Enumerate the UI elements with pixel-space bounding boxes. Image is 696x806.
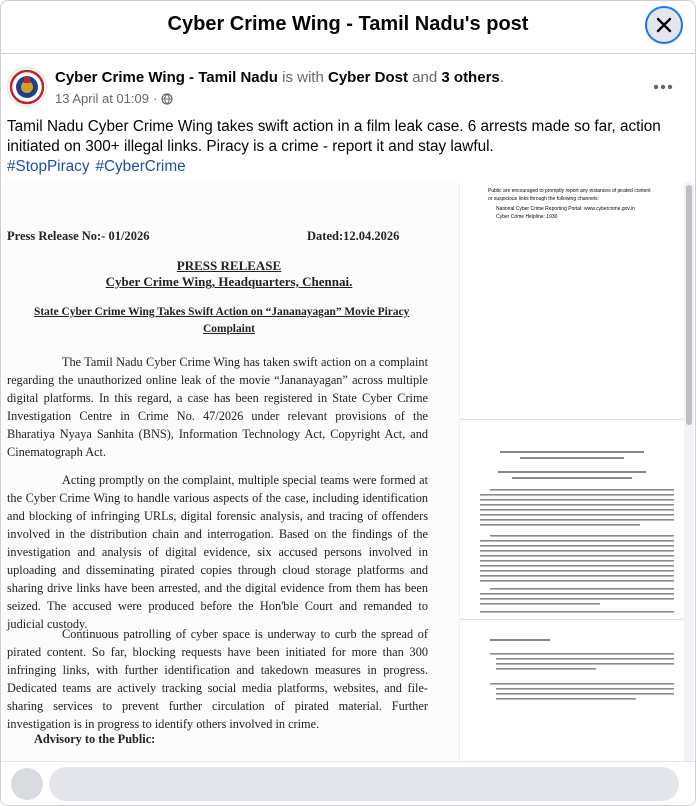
second-page-image[interactable] (459, 183, 684, 761)
more-dots-icon (653, 84, 673, 90)
release-paragraph-3: Continuous patrolling of cyber space is underway to curb the spread of pirated content. So far, blocking requests have been initiated for more than 300 infringing links, with further identification and takedown measures in progress. Dedicated teams are actively tracking social media platforms, websites, and file-sharing services to prevent further circulation of pirated material. Further investigation is in progress to identify others involved in crime. (7, 627, 428, 731)
side-line-2: or suspicious links through the following channels: (488, 196, 599, 202)
hashtag-link[interactable]: #CyberCrime (95, 158, 186, 175)
release-number: Press Release No:- 01/2026 (7, 229, 150, 243)
others-link[interactable]: 3 others (441, 69, 500, 86)
post-timestamp[interactable]: 13 April at 01:09 (55, 91, 149, 106)
tagged-page-link[interactable]: Cyber Dost (327, 69, 409, 86)
comment-input[interactable] (49, 767, 679, 801)
author-avatar[interactable] (7, 67, 47, 107)
post-text-block (7, 117, 677, 177)
release-date: Dated:12.04.2026 (307, 229, 400, 243)
scrollbar-thumb[interactable] (686, 185, 692, 425)
police-emblem-icon (8, 68, 46, 106)
release-org: Cyber Crime Wing, Headquarters, Chennai. (105, 274, 353, 289)
hashtags (7, 157, 677, 177)
is-with-text: is with (282, 69, 324, 86)
globe-icon (161, 93, 173, 105)
comment-bar (1, 761, 695, 806)
scrollbar[interactable] (684, 183, 694, 761)
more-options-button[interactable] (653, 77, 673, 95)
user-avatar[interactable] (11, 768, 43, 800)
press-release-image[interactable] (1, 183, 457, 761)
release-paragraph-1: The Tamil Nadu Cyber Crime Wing has taken swift action on a complaint regarding the unauthorized online leak of the movie “Jananayagan” across multiple digital platforms. In this regard, a case has been registered in State Cyber Crime Investigation Centre in Crime No. 47/2026 under relevant provisions of the Bharatiya Nyaya Sanhita (BNS), Information Technology Act, Copyright Act, and Cinematograph Act. (7, 355, 428, 459)
byline-period: . (499, 69, 504, 86)
advisory-heading: Advisory to the Public: (34, 732, 156, 746)
post-byline (55, 69, 504, 86)
modal-title: Cyber Crime Wing - Tamil Nadu's post (167, 13, 529, 35)
meta-separator: · (152, 91, 158, 106)
close-button[interactable] (645, 6, 683, 44)
author-name-link[interactable]: Cyber Crime Wing - Tamil Nadu (55, 69, 278, 86)
modal-header (1, 1, 695, 54)
release-subject-line1: State Cyber Crime Wing Takes Swift Action on “Jananayagan” Movie Piracy (34, 306, 410, 318)
tamil-text-lines (460, 183, 684, 761)
release-paragraph-2: Acting promptly on the complaint, multiple special teams were formed at the Cyber Crime Wing to handle various aspects of the case, including identification and blocking of infringing URLs, digital forensic analysis, and tracing of offenders involved in the distribution chain and interrogation. Based on the findings of the investigation and analysis of digital evidence, six accused persons involved in uploading and disseminating pirated copies through cloud storage platforms and sharing drive links have been arrested, and the digital evidence from them has been seized. The accused were produced before the Hon'ble Court and remanded to judicial custody. (7, 473, 428, 631)
post-text: Tamil Nadu Cyber Crime Wing takes swift action in a film leak case. 6 arrests made so far, action initiated on 300+ illegal links. Piracy is a crime - report it and stay lawful. (7, 118, 661, 155)
side-line-1: Public are encouraged to promptly report any instances of pirated content (488, 188, 651, 194)
release-subject-line2: Complaint (203, 323, 255, 335)
hashtag-link[interactable]: #StopPiracy (7, 158, 90, 175)
side-bullet-1: National Cyber Crime Reporting Portal: www.cybercrime.gov.in (496, 206, 635, 212)
close-icon (655, 16, 673, 34)
post-meta (55, 91, 173, 106)
and-text: and (412, 69, 438, 86)
release-heading: PRESS RELEASE (176, 258, 282, 273)
side-bullet-2: Cyber Crime Helpline: 1930 (496, 214, 558, 220)
